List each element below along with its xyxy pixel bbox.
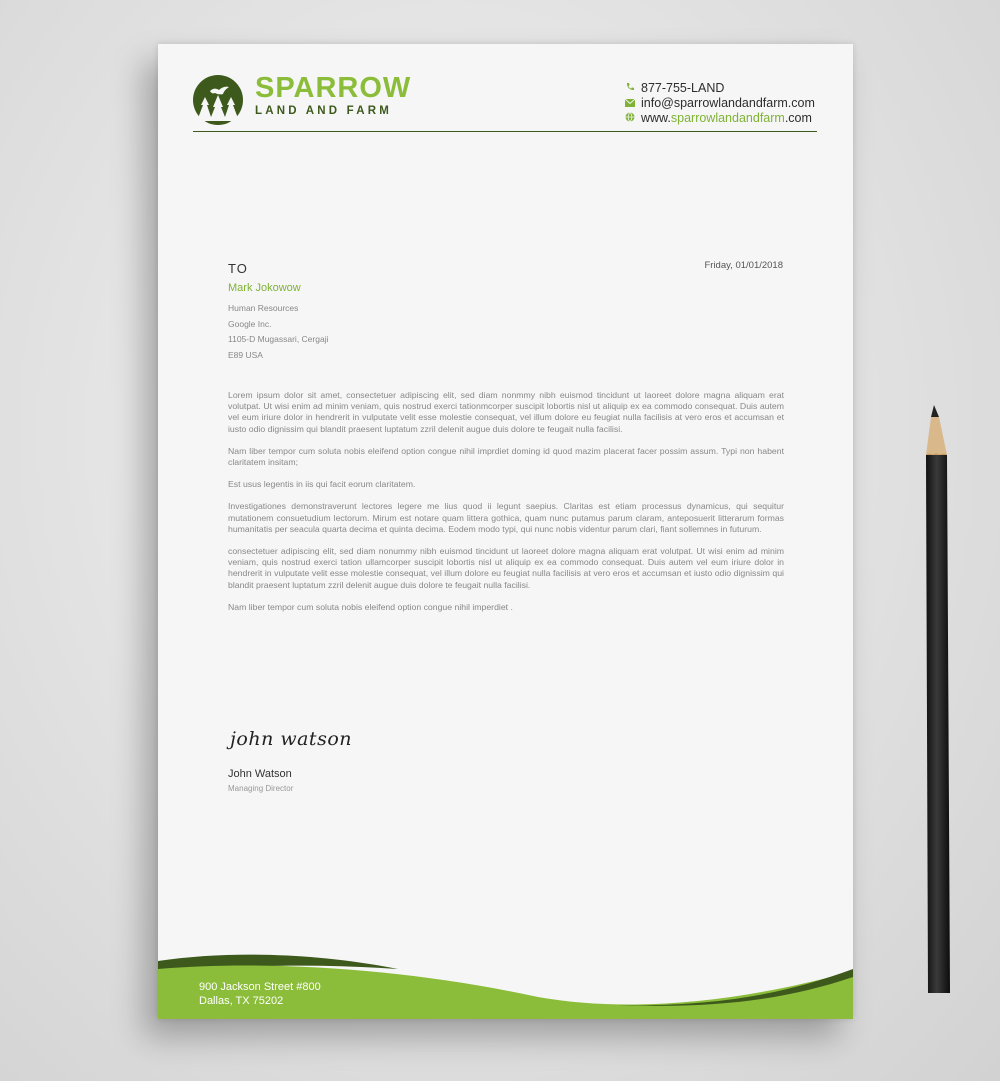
web-domain: sparrowlandandfarm (670, 110, 785, 125)
contact-block (625, 80, 815, 125)
signer-name: John Watson (228, 768, 292, 780)
pencil-image (918, 405, 958, 1005)
contact-website[interactable] (641, 111, 812, 125)
footer-address (199, 980, 321, 1008)
phone-icon (625, 81, 641, 95)
footer-address-line2: Dallas, TX 75202 (199, 995, 284, 1007)
contact-email-row (625, 95, 815, 110)
recipient-line: Google Inc. (228, 318, 272, 329)
brand-name: SPARROW (255, 72, 412, 104)
contact-email[interactable]: info@sparrowlandandfarm.com (641, 95, 815, 110)
letter-date: Friday, 01/01/2018 (704, 260, 783, 271)
body-paragraph: Nam liber tempor cum soluta nobis eleifend option congue nihil imperdiet . (228, 601, 513, 612)
recipient-name: Mark Jokowow (228, 282, 301, 294)
footer-address-line1: 900 Jackson Street #800 (199, 981, 321, 993)
handwritten-signature: john watson (230, 728, 352, 750)
globe-icon (625, 111, 641, 125)
signer-title: Managing Director (228, 784, 294, 793)
web-suffix: .com (784, 110, 812, 125)
header-divider (193, 131, 817, 132)
body-paragraph: Est usus legentis in iis qui facit eorum claritatem. (228, 479, 416, 490)
envelope-icon (625, 96, 641, 110)
letterhead-paper (158, 44, 853, 1019)
recipient-line: 1105-D Mugassari, Cergaji (228, 334, 329, 344)
recipient-line: E89 USA (228, 349, 263, 360)
to-label: TO (228, 261, 248, 276)
sparrow-tree-logo-icon (193, 75, 243, 125)
recipient-line: Human Resources (228, 303, 299, 313)
brand-tagline: LAND AND FARM (255, 105, 392, 117)
web-prefix: www. (641, 110, 671, 125)
contact-phone-row (625, 80, 815, 95)
letter-body (228, 390, 784, 624)
recipient-address (228, 301, 328, 363)
body-paragraph: Lorem ipsum dolor sit amet, consectetuer adipiscing elit, sed diam nonmmy nibh euismod tincidunt ut laoreet dolore magna aliquam erat volutpat. Ut wisi enim ad minim veniam, quis nostrud exerci tationmcorper suscipit lobortis nisl ut aliquip ex ea commodo consequat. Duis autem vel eum iriure dolor in hendrerit in vulputate velit esse molestie consequat, vel illum dolore eu feugiat nulla facilisis at vero eros et accumsan et iusto odio dignissim qui blandit praesent luptatum zzril delenit augue duis dolore te feugait nulla facilisi. (228, 390, 784, 434)
body-paragraph: Investigationes demonstraverunt lectores legere me lius quod ii legunt saepius. Claritas est etiam processus dynamicus, qui sequitur mutationem consuetudium lectorum. Mirum est notare quam littera gothica, quam nunc putamus parum claram, anteposuerit litterarum formas humanitatis per seacula quarta decima et quinta decima. Eodem modo typi, qui nunc nobis videntur parum clari, fiant sollemnes in futurum. (228, 501, 784, 534)
contact-web-row (625, 110, 815, 125)
body-paragraph: consectetuer adipiscing elit, sed diam nonummy nibh euismod tincidunt ut laoreet dolore magna aliquam erat volutpat. Ut wisi enim ad minim veniam, quis nostrud exerci tation ullamcorper suscipit lobortis nisl ut aliquip ex ea commodo consequat. Duis autem vel eum iriure dolor in hendrerit in vulputate velit esse molestie consequat, vel illum dolore eu feugiat nulla facilisis at vero eros et accumsan et iusto odio dignissim qui blandit praesent luptatum zzril delenit augue duis dolore te feugait nulla facilisi. (228, 546, 784, 590)
body-paragraph: Nam liber tempor cum soluta nobis eleifend option congue nihil imprdiet doming id quod mazim placerat facer possim assum. Typi non habent claritatem insitam; (228, 445, 784, 468)
contact-phone[interactable]: 877-755-LAND (641, 80, 725, 95)
